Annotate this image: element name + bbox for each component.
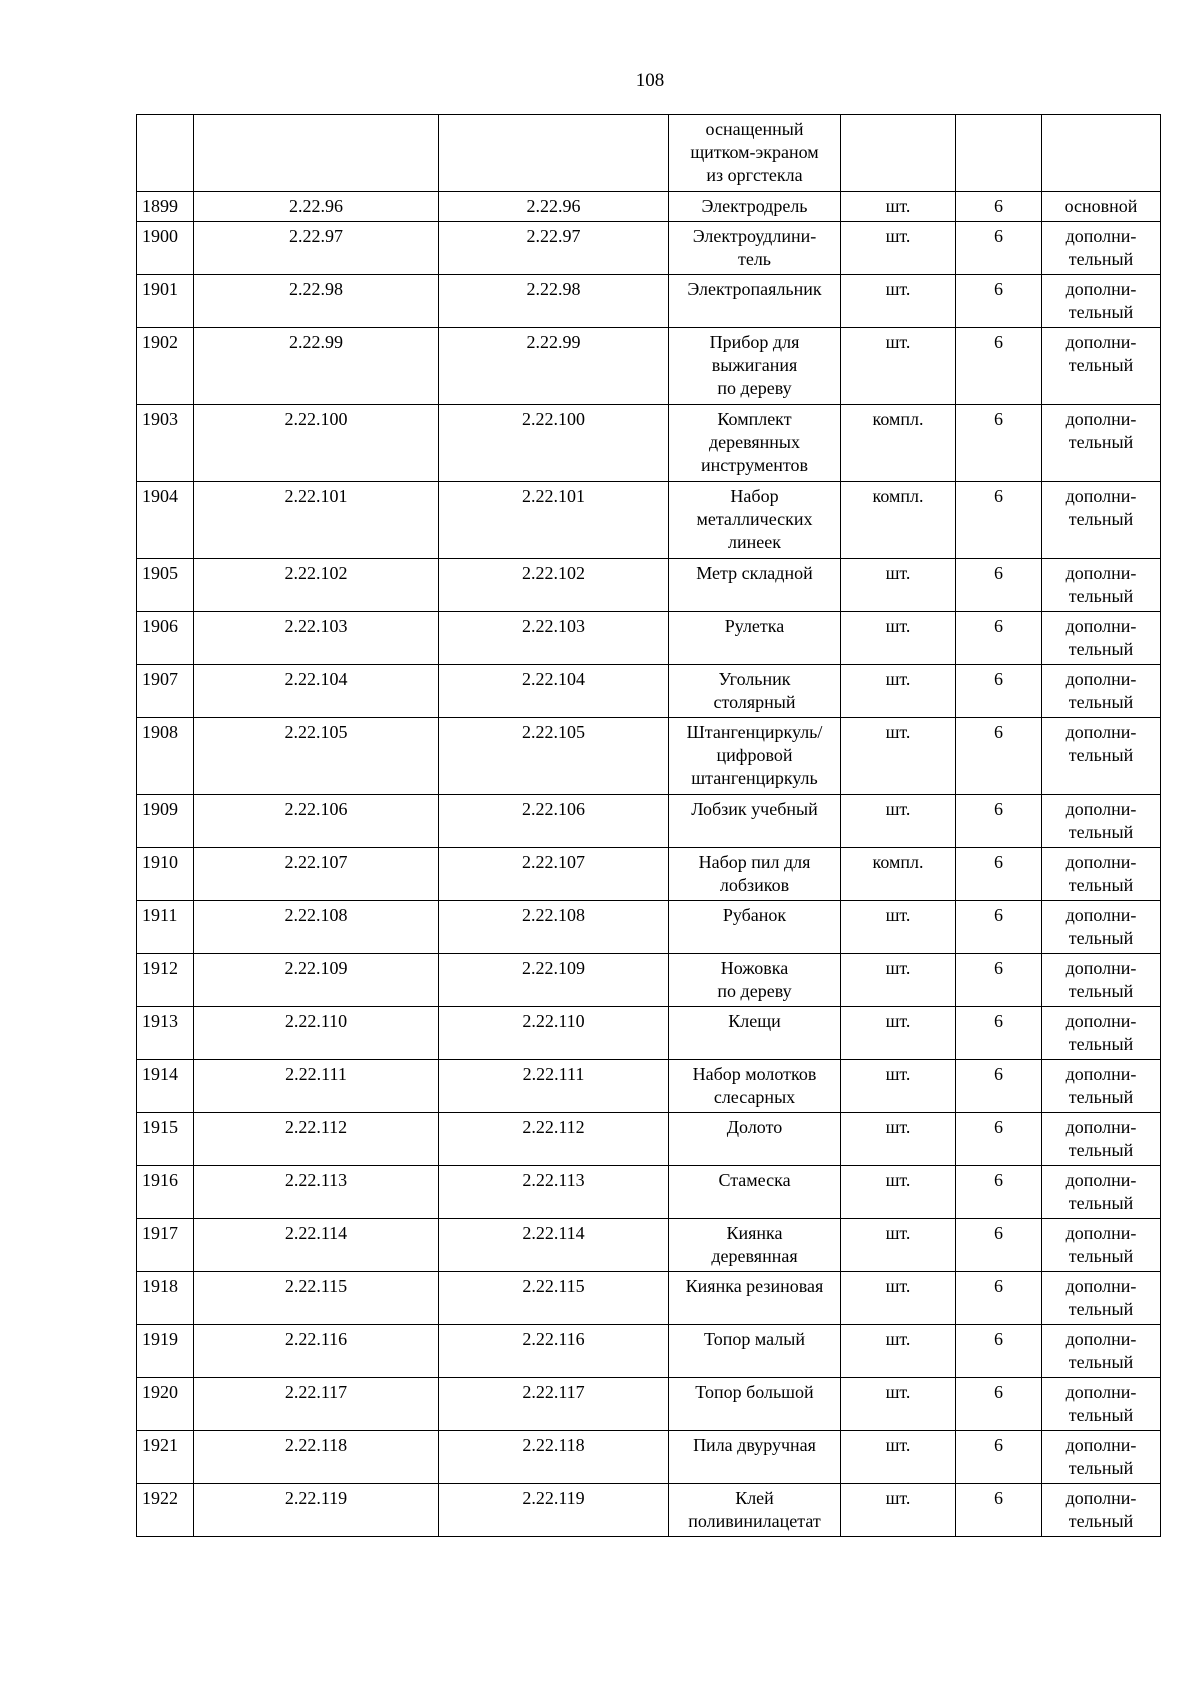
item-name-cell-line: Штангенциркуль/ bbox=[686, 722, 823, 742]
unit-cell: шт. bbox=[841, 665, 956, 718]
item-name-cell-line: щитком-экраном bbox=[690, 142, 819, 162]
code-cell: 2.22.116 bbox=[439, 1325, 669, 1378]
row-number-cell: 1900 bbox=[137, 222, 194, 275]
quantity-cell: 6 bbox=[956, 1431, 1042, 1484]
row-number-cell: 1906 bbox=[137, 612, 194, 665]
category-cell-line: дополни- bbox=[1065, 1276, 1137, 1296]
row-number-cell: 1917 bbox=[137, 1219, 194, 1272]
code-cell: 2.22.105 bbox=[194, 718, 439, 795]
category-cell bbox=[1042, 405, 1161, 482]
item-name-cell-line: тель bbox=[737, 249, 772, 269]
table-row bbox=[137, 482, 1161, 559]
quantity-cell: 6 bbox=[956, 1272, 1042, 1325]
item-name-cell bbox=[669, 1219, 841, 1272]
table-row bbox=[137, 718, 1161, 795]
category-cell-line: тельный bbox=[1068, 1087, 1134, 1107]
code-cell: 2.22.112 bbox=[194, 1113, 439, 1166]
code-cell: 2.22.108 bbox=[439, 901, 669, 954]
code-cell: 2.22.104 bbox=[194, 665, 439, 718]
item-name-cell-line: Стамеска bbox=[718, 1170, 791, 1190]
category-cell-line: дополни- bbox=[1065, 486, 1137, 506]
unit-cell: шт. bbox=[841, 612, 956, 665]
quantity-cell: 6 bbox=[956, 795, 1042, 848]
code-cell: 2.22.108 bbox=[194, 901, 439, 954]
item-name-cell bbox=[669, 1484, 841, 1537]
category-cell bbox=[1042, 328, 1161, 405]
quantity-cell: 6 bbox=[956, 192, 1042, 222]
category-cell-line: дополни- bbox=[1065, 1382, 1137, 1402]
category-cell-line: тельный bbox=[1068, 302, 1134, 322]
table-row bbox=[137, 1166, 1161, 1219]
category-cell-line: тельный bbox=[1068, 432, 1134, 452]
table-row bbox=[137, 1431, 1161, 1484]
item-name-cell-line: Прибор для bbox=[709, 332, 800, 352]
item-name-cell-line: выжигания bbox=[711, 355, 798, 375]
item-name-cell-line: Киянка bbox=[726, 1223, 783, 1243]
category-cell-line: тельный bbox=[1068, 1458, 1134, 1478]
item-name-cell-line: Электропаяльник bbox=[687, 279, 822, 299]
category-cell bbox=[1042, 1113, 1161, 1166]
category-cell bbox=[1042, 482, 1161, 559]
unit-cell: шт. bbox=[841, 1113, 956, 1166]
code-cell: 2.22.117 bbox=[194, 1378, 439, 1431]
item-name-cell-line: Киянка резиновая bbox=[685, 1276, 824, 1296]
code-cell: 2.22.111 bbox=[194, 1060, 439, 1113]
item-name-cell bbox=[669, 795, 841, 848]
category-cell-line: дополни- bbox=[1065, 226, 1137, 246]
item-name-cell bbox=[669, 1113, 841, 1166]
item-name-cell-line: Рулетка bbox=[724, 616, 785, 636]
category-cell bbox=[1042, 795, 1161, 848]
code-cell: 2.22.106 bbox=[194, 795, 439, 848]
code-cell: 2.22.119 bbox=[194, 1484, 439, 1537]
item-name-cell-line: по дереву bbox=[717, 981, 792, 1001]
category-cell-line: дополни- bbox=[1065, 1488, 1137, 1508]
row-number-cell: 1916 bbox=[137, 1166, 194, 1219]
category-cell-line: дополни- bbox=[1065, 722, 1137, 742]
category-cell-line: тельный bbox=[1068, 1246, 1134, 1266]
category-cell bbox=[1042, 954, 1161, 1007]
quantity-cell: 6 bbox=[956, 718, 1042, 795]
quantity-cell: 6 bbox=[956, 1378, 1042, 1431]
code-cell: 2.22.115 bbox=[194, 1272, 439, 1325]
code-cell: 2.22.114 bbox=[194, 1219, 439, 1272]
unit-cell: шт. bbox=[841, 1060, 956, 1113]
table-row bbox=[137, 1272, 1161, 1325]
item-name-cell-line: Долото bbox=[726, 1117, 783, 1137]
unit-cell: компл. bbox=[841, 482, 956, 559]
item-name-cell bbox=[669, 1378, 841, 1431]
unit-cell: шт. bbox=[841, 222, 956, 275]
row-number-cell: 1899 bbox=[137, 192, 194, 222]
unit-cell: шт. bbox=[841, 795, 956, 848]
category-cell-line: тельный bbox=[1068, 875, 1134, 895]
quantity-cell: 6 bbox=[956, 1060, 1042, 1113]
quantity-cell: 6 bbox=[956, 328, 1042, 405]
unit-cell: шт. bbox=[841, 954, 956, 1007]
code-cell: 2.22.100 bbox=[194, 405, 439, 482]
table-row bbox=[137, 1060, 1161, 1113]
table-row bbox=[137, 612, 1161, 665]
code-cell: 2.22.100 bbox=[439, 405, 669, 482]
item-name-cell bbox=[669, 559, 841, 612]
item-name-cell-line: инструментов bbox=[700, 455, 808, 475]
item-name-cell-line: Пила двуручная bbox=[693, 1435, 816, 1455]
code-cell: 2.22.110 bbox=[194, 1007, 439, 1060]
unit-cell: шт. bbox=[841, 1272, 956, 1325]
item-name-cell-line: слесарных bbox=[713, 1087, 796, 1107]
category-cell bbox=[1042, 665, 1161, 718]
code-cell: 2.22.114 bbox=[439, 1219, 669, 1272]
quantity-cell: 6 bbox=[956, 1007, 1042, 1060]
row-number-cell: 1915 bbox=[137, 1113, 194, 1166]
category-cell bbox=[1042, 1325, 1161, 1378]
item-name-cell-line: Метр складной bbox=[696, 563, 813, 583]
code-cell: 2.22.103 bbox=[439, 612, 669, 665]
category-cell-line: дополни- bbox=[1065, 563, 1137, 583]
code-cell: 2.22.101 bbox=[194, 482, 439, 559]
row-number-cell: 1920 bbox=[137, 1378, 194, 1431]
quantity-cell: 6 bbox=[956, 559, 1042, 612]
item-name-cell-line: деревянных bbox=[708, 432, 801, 452]
code-cell: 2.22.96 bbox=[439, 192, 669, 222]
item-name-cell bbox=[669, 482, 841, 559]
category-cell-line: тельный bbox=[1068, 249, 1134, 269]
quantity-cell: 6 bbox=[956, 901, 1042, 954]
category-cell-line: дополни- bbox=[1065, 1170, 1137, 1190]
category-cell-line: дополни- bbox=[1065, 409, 1137, 429]
table-row bbox=[137, 1219, 1161, 1272]
row-number-cell: 1913 bbox=[137, 1007, 194, 1060]
row-number-cell bbox=[137, 115, 194, 192]
row-number-cell: 1922 bbox=[137, 1484, 194, 1537]
category-cell-line: дополни- bbox=[1065, 1117, 1137, 1137]
item-name-cell-line: Рубанок bbox=[722, 905, 787, 925]
category-cell-line: тельный bbox=[1068, 355, 1134, 375]
item-name-cell-line: Комплект bbox=[717, 409, 792, 429]
quantity-cell: 6 bbox=[956, 1325, 1042, 1378]
category-cell-line: дополни- bbox=[1065, 905, 1137, 925]
table-row bbox=[137, 1325, 1161, 1378]
item-name-cell-line: из оргстекла bbox=[706, 165, 803, 185]
code-cell: 2.22.118 bbox=[194, 1431, 439, 1484]
item-name-cell-line: Клещи bbox=[728, 1011, 781, 1031]
quantity-cell: 6 bbox=[956, 405, 1042, 482]
item-name-cell bbox=[669, 222, 841, 275]
item-name-cell-line: цифровой bbox=[716, 745, 793, 765]
row-number-cell: 1910 bbox=[137, 848, 194, 901]
item-name-cell bbox=[669, 665, 841, 718]
unit-cell: шт. bbox=[841, 1166, 956, 1219]
category-cell bbox=[1042, 115, 1161, 192]
item-name-cell bbox=[669, 115, 841, 192]
item-name-cell bbox=[669, 1431, 841, 1484]
item-name-cell-line: штангенциркуль bbox=[691, 768, 818, 788]
category-cell-line: дополни- bbox=[1065, 616, 1137, 636]
row-number-cell: 1908 bbox=[137, 718, 194, 795]
quantity-cell: 6 bbox=[956, 1484, 1042, 1537]
row-number-cell: 1909 bbox=[137, 795, 194, 848]
code-cell: 2.22.119 bbox=[439, 1484, 669, 1537]
item-name-cell-line: Топор большой bbox=[695, 1382, 814, 1402]
code-cell: 2.22.115 bbox=[439, 1272, 669, 1325]
category-cell bbox=[1042, 222, 1161, 275]
category-cell-line: основной bbox=[1064, 196, 1138, 216]
quantity-cell: 6 bbox=[956, 482, 1042, 559]
unit-cell: шт. bbox=[841, 1378, 956, 1431]
table-row bbox=[137, 1484, 1161, 1537]
item-name-cell-line: Топор малый bbox=[704, 1329, 805, 1349]
quantity-cell bbox=[956, 115, 1042, 192]
category-cell-line: дополни- bbox=[1065, 279, 1137, 299]
row-number-cell: 1905 bbox=[137, 559, 194, 612]
quantity-cell: 6 bbox=[956, 612, 1042, 665]
row-number-cell: 1903 bbox=[137, 405, 194, 482]
category-cell-line: дополни- bbox=[1065, 799, 1137, 819]
category-cell-line: дополни- bbox=[1065, 1223, 1137, 1243]
code-cell: 2.22.103 bbox=[194, 612, 439, 665]
code-cell: 2.22.98 bbox=[194, 275, 439, 328]
item-name-cell bbox=[669, 1325, 841, 1378]
item-name-cell-line: металлических bbox=[696, 509, 813, 529]
code-cell: 2.22.110 bbox=[439, 1007, 669, 1060]
category-cell-line: дополни- bbox=[1065, 1435, 1137, 1455]
unit-cell: компл. bbox=[841, 848, 956, 901]
category-cell-line: тельный bbox=[1068, 745, 1134, 765]
category-cell-line: тельный bbox=[1068, 1511, 1134, 1531]
category-cell-line: тельный bbox=[1068, 1352, 1134, 1372]
code-cell: 2.22.99 bbox=[194, 328, 439, 405]
row-number-cell: 1902 bbox=[137, 328, 194, 405]
table-row bbox=[137, 665, 1161, 718]
code-cell: 2.22.117 bbox=[439, 1378, 669, 1431]
code-cell: 2.22.101 bbox=[439, 482, 669, 559]
unit-cell: шт. bbox=[841, 1431, 956, 1484]
item-name-cell-line: Электроудлини- bbox=[692, 226, 817, 246]
item-name-cell bbox=[669, 328, 841, 405]
table-row bbox=[137, 115, 1161, 192]
table-row bbox=[137, 328, 1161, 405]
code-cell: 2.22.106 bbox=[439, 795, 669, 848]
category-cell-line: дополни- bbox=[1065, 332, 1137, 352]
quantity-cell: 6 bbox=[956, 954, 1042, 1007]
category-cell bbox=[1042, 1166, 1161, 1219]
table-body bbox=[137, 115, 1161, 1537]
table-row bbox=[137, 795, 1161, 848]
item-name-cell-line: Набор bbox=[730, 486, 779, 506]
category-cell-line: дополни- bbox=[1065, 852, 1137, 872]
category-cell bbox=[1042, 1431, 1161, 1484]
row-number-cell: 1904 bbox=[137, 482, 194, 559]
item-name-cell bbox=[669, 612, 841, 665]
code-cell bbox=[439, 115, 669, 192]
unit-cell: шт. bbox=[841, 275, 956, 328]
category-cell bbox=[1042, 848, 1161, 901]
category-cell-line: тельный bbox=[1068, 639, 1134, 659]
row-number-cell: 1918 bbox=[137, 1272, 194, 1325]
item-name-cell-line: Клей bbox=[735, 1488, 774, 1508]
code-cell: 2.22.111 bbox=[439, 1060, 669, 1113]
row-number-cell: 1911 bbox=[137, 901, 194, 954]
item-name-cell-line: Угольник bbox=[718, 669, 791, 689]
quantity-cell: 6 bbox=[956, 665, 1042, 718]
category-cell-line: дополни- bbox=[1065, 669, 1137, 689]
code-cell: 2.22.118 bbox=[439, 1431, 669, 1484]
quantity-cell: 6 bbox=[956, 1166, 1042, 1219]
code-cell: 2.22.107 bbox=[194, 848, 439, 901]
table-row bbox=[137, 954, 1161, 1007]
unit-cell: компл. bbox=[841, 405, 956, 482]
item-name-cell bbox=[669, 718, 841, 795]
row-number-cell: 1914 bbox=[137, 1060, 194, 1113]
category-cell bbox=[1042, 1007, 1161, 1060]
item-name-cell bbox=[669, 954, 841, 1007]
unit-cell: шт. bbox=[841, 718, 956, 795]
table-row bbox=[137, 192, 1161, 222]
category-cell-line: тельный bbox=[1068, 1299, 1134, 1319]
code-cell: 2.22.96 bbox=[194, 192, 439, 222]
code-cell: 2.22.97 bbox=[194, 222, 439, 275]
category-cell-line: дополни- bbox=[1065, 1011, 1137, 1031]
category-cell-line: тельный bbox=[1068, 509, 1134, 529]
row-number-cell: 1919 bbox=[137, 1325, 194, 1378]
category-cell bbox=[1042, 612, 1161, 665]
category-cell-line: тельный bbox=[1068, 822, 1134, 842]
code-cell: 2.22.97 bbox=[439, 222, 669, 275]
item-name-cell bbox=[669, 405, 841, 482]
unit-cell: шт. bbox=[841, 1484, 956, 1537]
category-cell-line: тельный bbox=[1068, 1034, 1134, 1054]
equipment-table bbox=[136, 114, 1161, 1537]
code-cell: 2.22.99 bbox=[439, 328, 669, 405]
item-name-cell-line: по дереву bbox=[717, 378, 792, 398]
code-cell: 2.22.105 bbox=[439, 718, 669, 795]
category-cell-line: тельный bbox=[1068, 692, 1134, 712]
item-name-cell-line: лобзиков bbox=[719, 875, 790, 895]
code-cell: 2.22.104 bbox=[439, 665, 669, 718]
item-name-cell-line: Набор пил для bbox=[698, 852, 811, 872]
code-cell: 2.22.102 bbox=[439, 559, 669, 612]
category-cell bbox=[1042, 1378, 1161, 1431]
category-cell-line: тельный bbox=[1068, 1140, 1134, 1160]
item-name-cell-line: деревянная bbox=[711, 1246, 798, 1266]
category-cell bbox=[1042, 559, 1161, 612]
category-cell bbox=[1042, 192, 1161, 222]
item-name-cell-line: Электродрель bbox=[701, 196, 808, 216]
category-cell-line: тельный bbox=[1068, 928, 1134, 948]
item-name-cell-line: поливинилацетат bbox=[688, 1511, 821, 1531]
unit-cell: шт. bbox=[841, 1007, 956, 1060]
row-number-cell: 1901 bbox=[137, 275, 194, 328]
item-name-cell-line: Набор молотков bbox=[692, 1064, 817, 1084]
code-cell bbox=[194, 115, 439, 192]
table-row bbox=[137, 1007, 1161, 1060]
item-name-cell-line: оснащенный bbox=[705, 119, 804, 139]
row-number-cell: 1907 bbox=[137, 665, 194, 718]
item-name-cell bbox=[669, 192, 841, 222]
table-row bbox=[137, 222, 1161, 275]
quantity-cell: 6 bbox=[956, 1113, 1042, 1166]
table-row bbox=[137, 901, 1161, 954]
item-name-cell bbox=[669, 901, 841, 954]
table-row bbox=[137, 275, 1161, 328]
category-cell-line: тельный bbox=[1068, 981, 1134, 1001]
unit-cell: шт. bbox=[841, 1325, 956, 1378]
unit-cell: шт. bbox=[841, 328, 956, 405]
item-name-cell-line: Ножовка bbox=[720, 958, 789, 978]
item-name-cell bbox=[669, 275, 841, 328]
item-name-cell bbox=[669, 1272, 841, 1325]
unit-cell: шт. bbox=[841, 559, 956, 612]
table-row bbox=[137, 848, 1161, 901]
category-cell-line: тельный bbox=[1068, 586, 1134, 606]
category-cell bbox=[1042, 718, 1161, 795]
quantity-cell: 6 bbox=[956, 275, 1042, 328]
item-name-cell bbox=[669, 1060, 841, 1113]
item-name-cell-line: Лобзик учебный bbox=[691, 799, 818, 819]
quantity-cell: 6 bbox=[956, 848, 1042, 901]
code-cell: 2.22.112 bbox=[439, 1113, 669, 1166]
code-cell: 2.22.116 bbox=[194, 1325, 439, 1378]
code-cell: 2.22.113 bbox=[194, 1166, 439, 1219]
item-name-cell-line: линеек bbox=[728, 532, 781, 552]
item-name-cell bbox=[669, 848, 841, 901]
category-cell bbox=[1042, 1219, 1161, 1272]
code-cell: 2.22.109 bbox=[439, 954, 669, 1007]
category-cell-line: дополни- bbox=[1065, 958, 1137, 978]
code-cell: 2.22.107 bbox=[439, 848, 669, 901]
item-name-cell-line: столярный bbox=[713, 692, 796, 712]
category-cell-line: дополни- bbox=[1065, 1064, 1137, 1084]
quantity-cell: 6 bbox=[956, 222, 1042, 275]
category-cell bbox=[1042, 1060, 1161, 1113]
unit-cell: шт. bbox=[841, 1219, 956, 1272]
row-number-cell: 1912 bbox=[137, 954, 194, 1007]
table-row bbox=[137, 1378, 1161, 1431]
code-cell: 2.22.113 bbox=[439, 1166, 669, 1219]
code-cell: 2.22.109 bbox=[194, 954, 439, 1007]
category-cell bbox=[1042, 1272, 1161, 1325]
unit-cell: шт. bbox=[841, 192, 956, 222]
unit-cell bbox=[841, 115, 956, 192]
page-number: 108 bbox=[635, 70, 665, 91]
category-cell bbox=[1042, 901, 1161, 954]
item-name-cell bbox=[669, 1007, 841, 1060]
row-number-cell: 1921 bbox=[137, 1431, 194, 1484]
category-cell bbox=[1042, 1484, 1161, 1537]
category-cell-line: тельный bbox=[1068, 1405, 1134, 1425]
code-cell: 2.22.98 bbox=[439, 275, 669, 328]
table-row bbox=[137, 559, 1161, 612]
table-row bbox=[137, 405, 1161, 482]
category-cell bbox=[1042, 275, 1161, 328]
item-name-cell bbox=[669, 1166, 841, 1219]
category-cell-line: дополни- bbox=[1065, 1329, 1137, 1349]
quantity-cell: 6 bbox=[956, 1219, 1042, 1272]
code-cell: 2.22.102 bbox=[194, 559, 439, 612]
category-cell-line: тельный bbox=[1068, 1193, 1134, 1213]
table-row bbox=[137, 1113, 1161, 1166]
unit-cell: шт. bbox=[841, 901, 956, 954]
